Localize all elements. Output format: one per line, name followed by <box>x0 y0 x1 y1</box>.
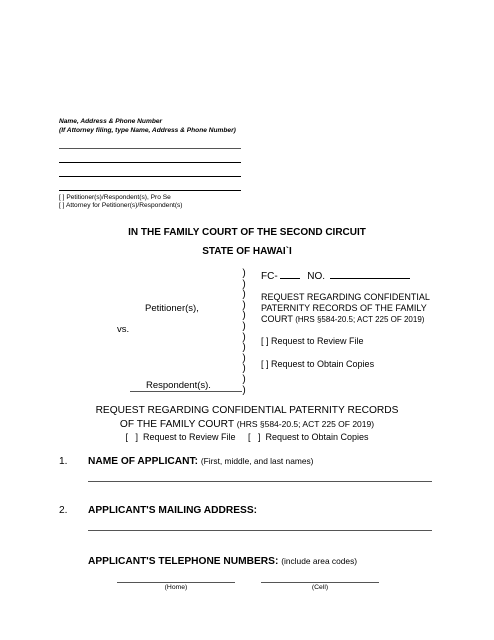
checkbox-attorney[interactable]: [ ] Attorney for Petitioner(s)/Respondent(s) <box>59 202 183 209</box>
caption-title-line-2: PATERNITY RECORDS OF THE FAMILY <box>261 303 427 313</box>
mailing-address-field[interactable] <box>88 530 432 531</box>
home-phone-label: (Home) <box>164 584 188 591</box>
section-1-number: 1. <box>59 456 68 467</box>
section-2-heading <box>88 505 257 516</box>
court-state: STATE OF HAWAI`I <box>202 246 292 257</box>
header-line-3[interactable] <box>59 176 241 177</box>
home-phone-field[interactable] <box>117 582 235 583</box>
caption-respondent: Respondent(s). <box>146 380 211 391</box>
caption-option-review[interactable]: [ ] Request to Review File <box>261 336 364 346</box>
case-number-row <box>261 270 410 282</box>
caption-title-line-3 <box>261 314 430 325</box>
paren: ) <box>242 352 246 364</box>
cell-phone-label: (Cell) <box>311 584 329 591</box>
cell-phone-field[interactable] <box>261 582 379 583</box>
caption-title <box>261 292 430 325</box>
section-2-number: 2. <box>59 505 68 516</box>
applicant-name-field[interactable] <box>88 481 432 482</box>
body-title-line-2 <box>0 419 494 430</box>
case-number-blank[interactable] <box>330 270 410 279</box>
header-line-1[interactable] <box>59 148 241 149</box>
court-name: IN THE FAMILY COURT OF THE SECOND CIRCUIT <box>128 227 366 238</box>
paren: ) <box>242 331 246 343</box>
paren: ) <box>242 299 246 311</box>
section-2-label: APPLICANT'S MAILING ADDRESS: <box>88 505 258 516</box>
caption-option-copies[interactable]: [ ] Request to Obtain Copies <box>261 359 375 369</box>
paren: ) <box>242 384 246 396</box>
section-1-note: (First, middle, and last names) <box>200 456 314 466</box>
caption-title-court: COURT <box>261 314 293 324</box>
paren: ) <box>242 310 246 322</box>
case-prefix-blank[interactable] <box>280 270 300 279</box>
caption-vs: vs. <box>117 324 130 335</box>
paren: ) <box>242 363 246 375</box>
paren: ) <box>242 278 246 290</box>
body-title-options[interactable]: [ ] Request to Review File [ ] Request to Obtain Copies <box>125 432 369 442</box>
body-title-line-1: REQUEST REGARDING CONFIDENTIAL PATERNITY RECORDS <box>95 405 399 416</box>
header-line-4[interactable] <box>59 190 241 191</box>
header-name-address-label: Name, Address & Phone Number <box>59 118 163 125</box>
paren: ) <box>242 320 246 332</box>
section-1-heading <box>88 456 313 467</box>
case-prefix: FC- <box>261 271 278 282</box>
header-attorney-note: (If Attorney filing, type Name, Address & Phone Number) <box>59 127 236 134</box>
section-1-label: NAME OF APPLICANT: <box>88 456 198 467</box>
caption-bottom-line <box>130 391 242 392</box>
caption-title-line-1: REQUEST REGARDING CONFIDENTIAL <box>261 292 430 302</box>
body-title-court: OF THE FAMILY COURT <box>119 419 234 430</box>
paren: ) <box>242 289 246 301</box>
paren: ) <box>242 373 246 385</box>
caption-title-statute: (HRS §584-20.5; ACT 225 OF 2019) <box>295 315 425 324</box>
section-3-heading <box>88 556 357 567</box>
paren: ) <box>242 342 246 354</box>
paren: ) <box>242 268 246 279</box>
caption-paren-column <box>239 269 249 396</box>
caption-petitioner: Petitioner(s), <box>145 303 199 314</box>
section-3-note: (include area codes) <box>281 556 358 566</box>
section-3-label: APPLICANT'S TELEPHONE NUMBERS: <box>88 556 279 567</box>
body-title-statute: (HRS §584-20.5; ACT 225 OF 2019) <box>236 419 375 429</box>
checkbox-pro-se[interactable]: [ ] Petitioner(s)/Respondent(s), Pro Se <box>59 194 171 201</box>
case-no-label: NO. <box>307 271 326 282</box>
header-line-2[interactable] <box>59 162 241 163</box>
